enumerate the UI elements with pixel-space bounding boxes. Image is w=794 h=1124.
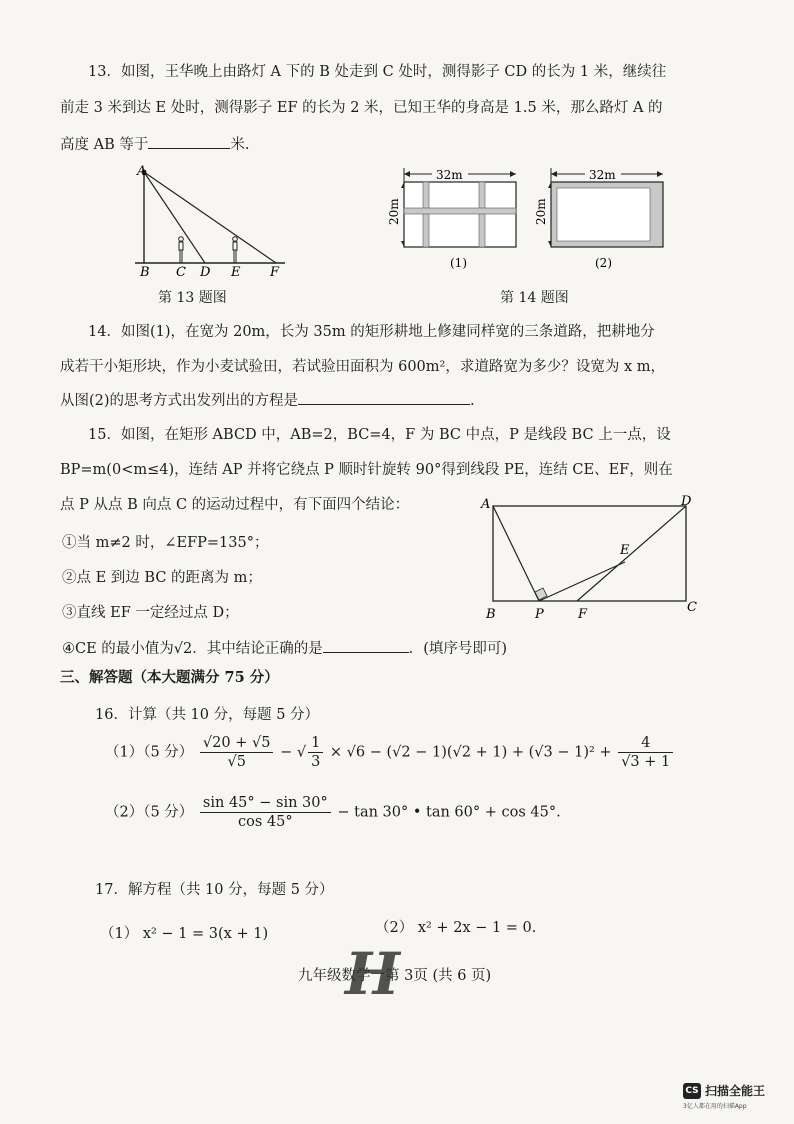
label-F: F: [578, 607, 588, 622]
q14-line3-post: .: [470, 393, 475, 409]
label-B: B: [140, 265, 150, 280]
q14-line2: 成若干小矩形块，作为小麦试验田，若试验田面积为 600m²，求道路宽为多少？设宽为 x m，: [60, 359, 665, 375]
q15-c4-pre: ④CE 的最小值为√2．其中结论正确的是: [62, 641, 323, 657]
q15-conclusion-2: ②点 E 到边 BC 的距离为 m；: [62, 570, 262, 586]
q13-answer-blank[interactable]: [148, 134, 230, 149]
q14-fig1-label: (1): [450, 256, 467, 270]
q14-dim-height-2: 20m: [534, 198, 548, 225]
page-footer: 九年级数学一第 3页 (共 6 页): [298, 968, 492, 984]
q16-title: 16．计算（共 10 分，每题 5 分）: [95, 707, 320, 723]
camscanner-tagline: 3亿人都在用的扫描App: [683, 1103, 747, 1110]
stamp-mark: H: [345, 940, 400, 1008]
q16-p1-rest: × √6 − (√2 − 1)(√2 + 1) + (√3 − 1)² +: [329, 744, 612, 761]
q16-p1-fraction-3: $\frac{4}{√3 + 1}$: [618, 734, 673, 771]
q13-line3-post: 米.: [230, 137, 250, 153]
q15-c4-post: ．(填序号即可): [408, 641, 508, 657]
q13-caption: 第 13 题图: [158, 290, 227, 306]
q16-p2-fraction: $\frac{\sin 45^\circ - \sin 30^\circ}{\cos 45^\circ}$: [200, 794, 331, 831]
q15-conclusion-1: ①当 m≠2 时，∠EFP=135°；: [62, 535, 269, 551]
label-E: E: [231, 265, 241, 280]
person-icon-e: [233, 237, 238, 263]
q16-p1-label: （1）（5 分）: [105, 744, 194, 761]
q13-line2: 前走 3 米到达 E 处时，测得影子 EF 的长为 2 米，已知王华的身高是 1.5 米，那么路灯 A 的: [60, 100, 663, 116]
q14-fig2-label: (2): [595, 256, 612, 270]
q15-line3: 点 P 从点 B 向点 C 的运动过程中，有下面四个结论：: [60, 497, 410, 513]
q13-line3-pre: 高度 AB 等于: [60, 137, 149, 153]
q16-p2-label: （2）（5 分）: [105, 804, 194, 821]
q14-line3: [60, 390, 475, 411]
q14-line1: 14．如图(1)，在宽为 20m，长为 35m 的矩形耕地上修建同样宽的三条道路，把耕地分: [88, 324, 655, 340]
label-D: D: [200, 265, 211, 280]
q16-p1-fraction-2: $\frac{1}{3}$: [308, 734, 323, 771]
label-B: B: [486, 607, 496, 622]
label-F: F: [270, 265, 280, 280]
camscanner-name: 扫描全能王: [705, 1084, 766, 1098]
q17-title: 17．解方程（共 10 分，每题 5 分）: [95, 882, 334, 898]
q13-line3: [60, 134, 249, 155]
q15-conclusion-3: ③直线 EF 一定经过点 D；: [62, 605, 239, 621]
q14-dim-width-2: 32m: [589, 168, 616, 182]
q13-line1: 13．如图，王华晚上由路灯 A 下的 B 处走到 C 处时，测得影子 CD 的长为 1 米，继续往: [88, 64, 667, 80]
label-P: P: [535, 607, 544, 622]
q17-part1: （1） x² − 1 = 3(x + 1): [100, 926, 269, 942]
label-D: D: [681, 494, 692, 509]
q13-figure: [125, 160, 295, 280]
q14-answer-blank[interactable]: [298, 390, 470, 405]
label-C: C: [687, 600, 697, 615]
q15-line2: BP=m(0<m≤4)，连结 AP 并将它绕点 P 顺时针旋转 90°得到线段 PE，连结 CE、EF，则在: [60, 462, 673, 478]
q16-part2: [105, 794, 561, 831]
q16-p1-minus: −: [280, 744, 293, 761]
camscanner-badge: [683, 1082, 783, 1110]
q15-answer-blank[interactable]: [323, 638, 409, 653]
q14-figure-2: [533, 165, 673, 275]
q14-caption: 第 14 题图: [500, 290, 569, 306]
q16-p1-fraction-1: $\frac{√20 + √5}{√5}$: [200, 734, 274, 771]
q15-line1: 15．如图，在矩形 ABCD 中，AB=2，BC=4，F 为 BC 中点，P 是线段 BC 上一点，设: [88, 427, 671, 443]
person-icon-c: [179, 237, 184, 263]
q15-figure: [476, 494, 701, 624]
q17-part2: （2） x² + 2x − 1 = 0.: [375, 920, 537, 936]
q14-dim-width-1: 32m: [436, 168, 463, 182]
q14-dim-height-1: 20m: [387, 198, 401, 225]
label-C: C: [176, 265, 186, 280]
section-3-heading: 三、解答题（本大题满分 75 分）: [60, 669, 279, 686]
label-A: A: [481, 497, 491, 512]
label-A: A: [137, 164, 147, 179]
q15-conclusion-4: [62, 638, 507, 659]
camscanner-logo-icon: CS: [683, 1083, 701, 1099]
q14-figure-1: [386, 165, 526, 275]
q14-line3-pre: 从图(2)的思考方式出发列出的方程是: [60, 393, 299, 409]
q16-part1: （1）（5 分） $\frac{√20 + √5}{√5}$ − √ $\frac{1}{3}$ × √6 − (√2 − 1)(√2 + 1) + (√3 − 1)² + $\frac{4}{√3 + 1}$: [105, 734, 675, 771]
q16-p2-rest: − tan 30° • tan 60° + cos 45°.: [337, 804, 561, 821]
label-E: E: [620, 543, 630, 558]
